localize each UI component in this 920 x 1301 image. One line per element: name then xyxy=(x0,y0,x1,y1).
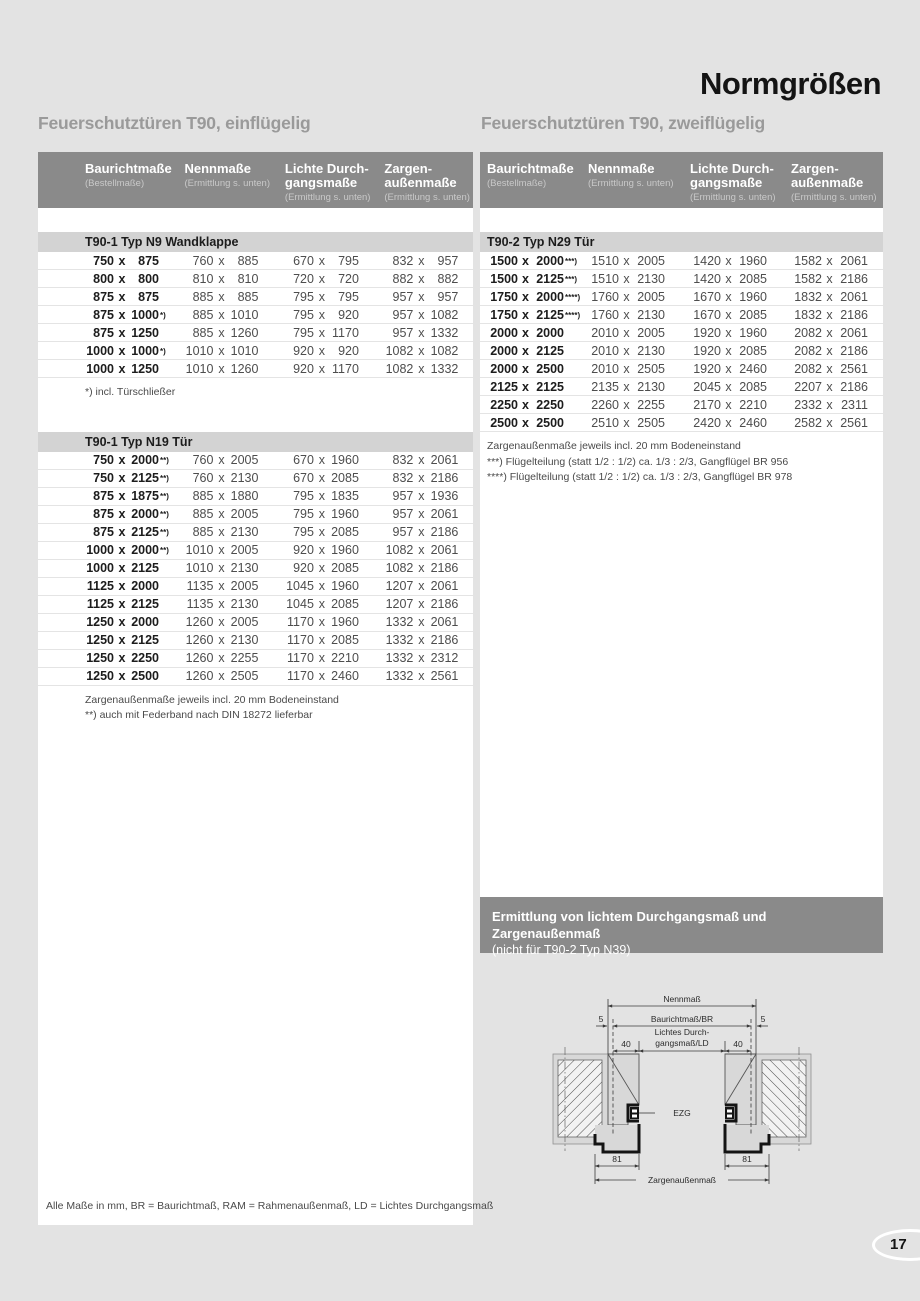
column-sublabel: (Ermittlung s. unten) xyxy=(690,192,776,203)
dimension-cell: 2000 x 2125 xyxy=(490,343,564,358)
column-label: Zargen- xyxy=(384,161,433,176)
dimension-cell: 1420 x 2085 xyxy=(693,271,767,286)
column-header-lichte-durchgangsmasse xyxy=(285,152,384,204)
section-title: T90-1 Typ N19 Tür xyxy=(38,432,473,452)
column-sublabel: (Ermittlung s. unten) xyxy=(588,178,674,189)
table-row xyxy=(480,414,883,432)
dimension-cell: 1045 x 2085 xyxy=(286,597,359,611)
dimension-cell: 1260 x 2505 xyxy=(185,669,259,683)
dimension-cell: 2000 x 2000 xyxy=(490,325,564,340)
dimension-cell: 1000 x 2125 xyxy=(86,561,159,575)
frame-cross-section-diagram xyxy=(551,984,813,1190)
dimension-cell: 1750 x 2125 ****) xyxy=(490,307,581,322)
dimension-cell: 885 x 1880 xyxy=(192,489,259,503)
dimension-cell: 920 x 2085 xyxy=(293,561,359,575)
dimension-cell: 885 x 1260 xyxy=(192,325,259,340)
table-row xyxy=(38,560,473,578)
dimension-cell: 1000 x 2000 **) xyxy=(86,543,169,557)
column-label: außenmaße xyxy=(791,175,864,190)
dimension-cell: 957 x 2061 xyxy=(392,507,459,521)
dimension-cell: 795 x 795 xyxy=(293,289,359,304)
dimension-cell: 795 x 920 xyxy=(293,307,359,322)
table-row xyxy=(38,578,473,596)
dimension-cell: 760 x 885 xyxy=(192,253,259,268)
dimension-cell: 832 x 957 xyxy=(392,253,459,268)
dimension-cell: 2332 x 2311 xyxy=(794,397,868,412)
dimension-cell: 1250 x 2250 xyxy=(86,651,159,665)
table-row xyxy=(38,668,473,686)
dimension-cell: 1760 x 2005 xyxy=(591,289,665,304)
table-row xyxy=(38,506,473,524)
table-body xyxy=(38,208,473,724)
label-lichtes-line1: Lichtes Durch- xyxy=(654,1027,710,1037)
dimension-cell: 1250 x 2125 xyxy=(86,633,159,647)
dimension-cell: 1670 x 1960 xyxy=(693,289,767,304)
dimension-cell: 1170 x 2085 xyxy=(287,633,359,647)
dimension-cell: 1920 x 2085 xyxy=(693,343,767,358)
table-row xyxy=(38,524,473,542)
dimension-cell: 875 x 875 xyxy=(93,289,159,304)
dimension-cell: 885 x 2005 xyxy=(192,507,259,521)
footnote: Zargenaußenmaße jeweils incl. 20 mm Bodeneinstand xyxy=(487,440,741,452)
section-title: T90-1 Typ N9 Wandklappe xyxy=(38,232,473,252)
column-sublabel: (Ermittlung s. unten) xyxy=(284,192,371,203)
dimension-cell: 1170 x 1960 xyxy=(287,615,359,629)
dimension-cell: 1832 x 2061 xyxy=(794,289,868,304)
dimension-cell: 2082 x 2186 xyxy=(794,343,868,358)
dimension-cell: 1332 x 2186 xyxy=(385,633,459,647)
dimension-cell: 2125 x 2125 xyxy=(490,379,564,394)
table-row xyxy=(480,324,883,342)
dimension-cell: 1045 x 1960 xyxy=(286,579,359,593)
dimension-cell: 920 x 920 xyxy=(293,343,359,358)
table-row xyxy=(38,632,473,650)
footnote: ***) Flügelteilung (statt 1/2 : 1/2) ca. 1/3 : 2/3, Gangflügel BR 956 xyxy=(487,455,789,468)
table-row xyxy=(38,288,473,306)
dimension-cell: 2135 x 2130 xyxy=(591,379,665,394)
footer-legend: Alle Maße in mm, BR = Baurichtmaß, RAM = Rahmenaußenmaß, LD = Lichtes Durchgangsmaß xyxy=(46,1200,494,1212)
dimension-cell: 1000 x 1250 xyxy=(86,361,159,376)
dimension-cell: 1920 x 2460 xyxy=(693,361,767,376)
table-panel-single-leaf xyxy=(38,152,473,1225)
dimension-cell: 1135 x 2130 xyxy=(186,597,259,611)
column-label: Lichte Durch- xyxy=(284,161,369,176)
table-row xyxy=(38,650,473,668)
column-sublabel: (Bestellmaße) xyxy=(487,178,547,189)
dimension-cell: 1500 x 2000 ***) xyxy=(490,253,578,268)
dimension-cell: 2010 x 2005 xyxy=(591,325,665,340)
table-header xyxy=(480,152,883,208)
table-row xyxy=(38,488,473,506)
dimension-cell: 1082 x 1082 xyxy=(385,343,459,358)
dimension-cell: 2420 x 2460 xyxy=(693,415,767,430)
table-body xyxy=(480,208,883,486)
table-row xyxy=(480,270,883,288)
dimension-cell: 1510 x 2005 xyxy=(591,253,665,268)
dimension-cell: 1082 x 2186 xyxy=(385,561,459,575)
dimension-cell: 1260 x 2005 xyxy=(185,615,259,629)
banner-subtitle: (nicht für T90-2 Typ N39) xyxy=(492,943,631,957)
dimension-cell: 1750 x 2000 ****) xyxy=(490,289,581,304)
dimension-cell: 2500 x 2500 xyxy=(490,415,564,430)
dimension-cell: 1420 x 1960 xyxy=(693,253,767,268)
dimension-cell: 957 x 1936 xyxy=(392,489,459,503)
table-row xyxy=(38,270,473,288)
dimension-cell: 2010 x 2505 xyxy=(591,361,665,376)
dimension-cell: 1000 x 1000 *) xyxy=(86,343,166,358)
dimension-cell: 1207 x 2061 xyxy=(385,579,459,593)
table-row xyxy=(480,288,883,306)
table-row xyxy=(38,342,473,360)
dimension-cell: 1135 x 2005 xyxy=(186,579,259,593)
section-title: T90-2 Typ N29 Tür xyxy=(480,232,883,252)
dimension-cell: 1010 x 2005 xyxy=(185,543,259,557)
dimension-cell: 750 x 2125 **) xyxy=(93,471,169,485)
dimension-cell: 875 x 1000 *) xyxy=(93,307,166,322)
label-eightyone-right: 81 xyxy=(742,1154,752,1164)
dimension-cell: 2045 x 2085 xyxy=(693,379,767,394)
dimension-cell: 1207 x 2186 xyxy=(385,597,459,611)
table-row xyxy=(480,396,883,414)
dimension-cell: 1510 x 2130 xyxy=(591,271,665,286)
column-label: Baurichtmaße xyxy=(85,161,172,176)
dimension-cell: 800 x 800 xyxy=(93,271,159,286)
label-lichtes-line2: gangsmaß/LD xyxy=(655,1038,709,1048)
dimension-cell: 957 x 1332 xyxy=(392,325,459,340)
footnote: ****) Flügelteilung (statt 1/2 : 1/2) ca. 1/3 : 2/3, Gangflügel BR 978 xyxy=(487,471,793,483)
label-five-right: 5 xyxy=(760,1014,766,1024)
dimension-cell: 750 x 875 xyxy=(93,253,159,268)
label-ezg: EZG xyxy=(673,1108,691,1118)
banner-title: Ermittlung von lichtem Durchgangsmaß und Zargenaußenmaß xyxy=(492,909,767,941)
table-row xyxy=(480,342,883,360)
table-row xyxy=(38,470,473,488)
dimension-cell: 920 x 1960 xyxy=(293,543,359,557)
table-row xyxy=(38,614,473,632)
dimension-cell: 670 x 1960 xyxy=(293,453,359,467)
dimension-cell: 1125 x 2000 xyxy=(86,579,159,593)
dimension-cell: 2082 x 2061 xyxy=(794,325,868,340)
dimension-cell: 1170 x 2460 xyxy=(287,669,359,683)
dimension-cell: 885 x 885 xyxy=(192,289,259,304)
label-forty-right: 40 xyxy=(733,1039,743,1049)
dimension-cell: 1332 x 2312 xyxy=(385,651,459,665)
heading-single-leaf: Feuerschutztüren T90, einflügelig xyxy=(38,113,311,133)
dimension-cell: 875 x 2000 **) xyxy=(93,507,169,521)
table-row xyxy=(480,378,883,396)
table-row xyxy=(38,542,473,560)
dimension-cell: 832 x 2061 xyxy=(392,453,459,467)
column-sublabel: (Ermittlung s. unten) xyxy=(184,178,271,189)
dimension-cell: 2207 x 2186 xyxy=(794,379,868,394)
column-header-lichte-durchgangsmasse xyxy=(690,152,791,204)
table-row xyxy=(38,252,473,270)
label-forty-left: 40 xyxy=(621,1039,631,1049)
dimension-cell: 795 x 1835 xyxy=(293,489,359,503)
label-eightyone-left: 81 xyxy=(612,1154,622,1164)
dimension-cell: 2082 x 2561 xyxy=(794,361,868,376)
page-title: Normgrößen xyxy=(700,66,881,101)
dimension-cell: 1170 x 2210 xyxy=(287,651,359,665)
column-sublabel: (Bestellmaße) xyxy=(85,178,145,189)
column-label: Nennmaße xyxy=(184,161,251,176)
label-nennmass: Nennmaß xyxy=(663,994,701,1004)
column-label: Lichte Durch- xyxy=(690,161,774,176)
dimension-cell: 760 x 2130 xyxy=(192,471,259,485)
dimension-cell: 1250 x 2000 xyxy=(86,615,159,629)
dimension-cell: 2510 x 2505 xyxy=(591,415,665,430)
column-label: gangsmaße xyxy=(284,175,358,190)
dimension-cell: 885 x 2130 xyxy=(192,525,259,539)
dimension-cell: 920 x 1170 xyxy=(293,361,359,376)
dimension-cell: 720 x 720 xyxy=(293,271,359,286)
label-five-left: 5 xyxy=(598,1014,604,1024)
table-row xyxy=(38,324,473,342)
dimension-cell: 2170 x 2210 xyxy=(693,397,767,412)
footnote: **) auch mit Federband nach DIN 18272 lieferbar xyxy=(85,709,313,721)
footnote: Zargenaußenmaße jeweils incl. 20 mm Bodeneinstand xyxy=(85,693,339,706)
dimension-cell: 1010 x 1010 xyxy=(185,343,259,358)
table-row xyxy=(38,306,473,324)
dimension-cell: 2250 x 2250 xyxy=(490,397,564,412)
dimension-cell: 2260 x 2255 xyxy=(591,397,665,412)
table-header xyxy=(38,152,473,208)
dimension-cell: 2010 x 2130 xyxy=(591,343,665,358)
column-header-nennmasse xyxy=(588,152,690,190)
dimension-cell: 670 x 795 xyxy=(293,253,359,268)
page-number-badge: 17 xyxy=(872,1229,920,1261)
table-panel-double-leaf xyxy=(480,152,883,897)
column-label: außenmaße xyxy=(384,175,457,190)
dimension-cell: 1582 x 2186 xyxy=(794,271,868,286)
dimension-cell: 1332 x 2561 xyxy=(385,669,459,683)
dimension-cell: 957 x 1082 xyxy=(392,307,459,322)
column-label: Nennmaße xyxy=(588,161,655,176)
dimension-cell: 795 x 1960 xyxy=(293,507,359,521)
dimension-cell: 1010 x 1260 xyxy=(185,361,259,376)
column-header-zargenaussenmasse xyxy=(384,152,473,204)
dimension-cell: 1260 x 2255 xyxy=(185,651,259,665)
dimension-cell: 1760 x 2130 xyxy=(591,307,665,322)
table-row xyxy=(38,360,473,378)
dimension-cell: 885 x 1010 xyxy=(192,307,259,322)
table-row xyxy=(38,452,473,470)
dimension-cell: 1125 x 2125 xyxy=(86,597,159,611)
dimension-cell: 795 x 2085 xyxy=(293,525,359,539)
dimension-cell: 670 x 2085 xyxy=(293,471,359,485)
column-header-zargenaussenmasse xyxy=(791,152,881,204)
dimension-cell: 832 x 2186 xyxy=(392,471,459,485)
dimension-cell: 1500 x 2125 ***) xyxy=(490,271,578,286)
column-sublabel: (Ermittlung s. unten) xyxy=(791,192,877,203)
dimension-cell: 1670 x 2085 xyxy=(693,307,767,322)
dimension-cell: 1010 x 2130 xyxy=(185,561,259,575)
dimension-cell: 957 x 957 xyxy=(392,289,459,304)
dimension-cell: 1082 x 2061 xyxy=(385,543,459,557)
dimension-cell: 875 x 1875 **) xyxy=(93,489,169,503)
dimension-cell: 750 x 2000 **) xyxy=(93,453,169,467)
column-sublabel: (Ermittlung s. unten) xyxy=(384,192,470,203)
dimension-cell: 882 x 882 xyxy=(392,271,459,286)
dimension-cell: 957 x 2186 xyxy=(392,525,459,539)
dimension-cell: 1832 x 2186 xyxy=(794,307,868,322)
label-zargenaussenmass: Zargenaußenmaß xyxy=(647,1175,717,1185)
dimension-cell: 875 x 1250 xyxy=(93,325,159,340)
dimension-cell: 875 x 2125 **) xyxy=(93,525,169,539)
column-label: Baurichtmaße xyxy=(487,161,574,176)
table-row xyxy=(480,252,883,270)
column-header-baurichtmasse xyxy=(85,152,184,190)
dimension-cell: 1250 x 2500 xyxy=(86,669,159,683)
determination-banner xyxy=(480,897,883,957)
dimension-cell: 1582 x 2061 xyxy=(794,253,868,268)
dimension-cell: 1082 x 1332 xyxy=(385,361,459,376)
column-label: gangsmaße xyxy=(690,175,763,190)
dimension-cell: 2000 x 2500 xyxy=(490,361,564,376)
dimension-cell: 760 x 2005 xyxy=(192,453,259,467)
label-baurichtmass: Baurichtmaß/BR xyxy=(650,1014,714,1024)
wall-and-frame-section xyxy=(553,1047,639,1152)
dimension-cell: 1260 x 2130 xyxy=(185,633,259,647)
column-label: Zargen- xyxy=(791,161,839,176)
dimension-cell: 1920 x 1960 xyxy=(693,325,767,340)
dimension-cell: 1332 x 2061 xyxy=(385,615,459,629)
column-header-nennmasse xyxy=(184,152,284,190)
dimension-cell: 810 x 810 xyxy=(192,271,259,286)
heading-double-leaf: Feuerschutztüren T90, zweiflügelig xyxy=(481,113,765,133)
table-row xyxy=(38,596,473,614)
dimension-cell: 795 x 1170 xyxy=(293,325,359,340)
dimension-cell: 2582 x 2561 xyxy=(794,415,868,430)
table-row xyxy=(480,360,883,378)
column-header-baurichtmasse xyxy=(487,152,588,190)
footnote: *) incl. Türschließer xyxy=(85,386,176,398)
table-row xyxy=(480,306,883,324)
